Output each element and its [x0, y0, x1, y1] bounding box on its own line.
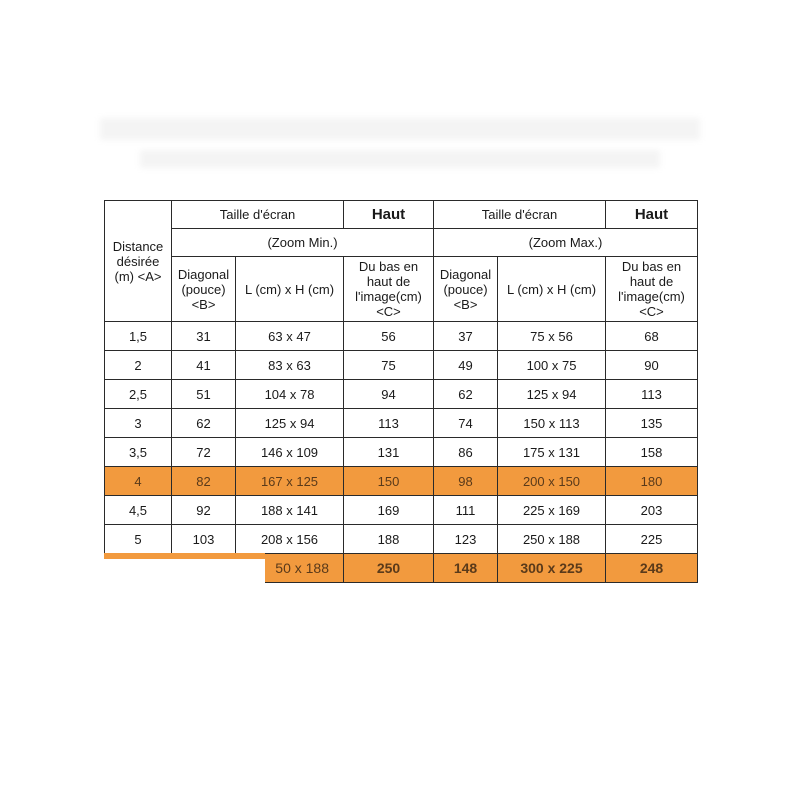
dimensions-header-max: L (cm) x H (cm)	[498, 257, 606, 322]
table-row	[105, 322, 698, 351]
height-max-cell: 248	[606, 554, 698, 583]
table-row-highlighted	[105, 467, 698, 496]
height-min-cell: 169	[344, 496, 434, 525]
height-min-cell: 188	[344, 525, 434, 554]
dimensions-max-cell: 75 x 56	[498, 322, 606, 351]
dimensions-max-cell: 250 x 188	[498, 525, 606, 554]
bottom-to-top-header-max: Du bas en haut de l'image(cm) <C>	[606, 257, 698, 322]
zoom-max-header: (Zoom Max.)	[434, 229, 698, 257]
diagonal-max-cell: 98	[434, 467, 498, 496]
diagonal-header-min: Diagonal (pouce) <B>	[172, 257, 236, 322]
dimensions-max-cell: 150 x 113	[498, 409, 606, 438]
table-row	[105, 525, 698, 554]
dimensions-min-cell: 208 x 156	[236, 525, 344, 554]
cut-off-region	[104, 559, 265, 585]
screen-size-header-max: Taille d'écran	[434, 201, 606, 229]
distance-cell: 5	[105, 525, 172, 554]
height-min-cell: 113	[344, 409, 434, 438]
distance-cell: 3,5	[105, 438, 172, 467]
distance-header: Distance désirée (m) <A>	[105, 201, 172, 322]
distance-cell: 4	[105, 467, 172, 496]
diagonal-max-cell: 123	[434, 525, 498, 554]
diagonal-min-cell: 72	[172, 438, 236, 467]
height-max-cell: 113	[606, 380, 698, 409]
dimensions-min-cell: 167 x 125	[236, 467, 344, 496]
diagonal-max-cell: 111	[434, 496, 498, 525]
dimensions-min-cell: 125 x 94	[236, 409, 344, 438]
screen-size-header-min: Taille d'écran	[172, 201, 344, 229]
distance-cell: 2	[105, 351, 172, 380]
dimensions-max-cell: 100 x 75	[498, 351, 606, 380]
diagonal-max-cell: 37	[434, 322, 498, 351]
zoom-min-header: (Zoom Min.)	[172, 229, 434, 257]
diagonal-min-cell: 31	[172, 322, 236, 351]
diagonal-max-cell: 148	[434, 554, 498, 583]
distance-cell: 4,5	[105, 496, 172, 525]
diagonal-min-cell: 103	[172, 525, 236, 554]
table-row	[105, 380, 698, 409]
diagonal-min-cell: 51	[172, 380, 236, 409]
diagonal-header-max: Diagonal (pouce) <B>	[434, 257, 498, 322]
height-max-cell: 203	[606, 496, 698, 525]
dimensions-min-cell: 146 x 109	[236, 438, 344, 467]
height-max-cell: 68	[606, 322, 698, 351]
dimensions-max-cell: 200 x 150	[498, 467, 606, 496]
height-min-cell: 150	[344, 467, 434, 496]
diagonal-max-cell: 74	[434, 409, 498, 438]
diagonal-min-cell: 62	[172, 409, 236, 438]
dimensions-max-cell: 175 x 131	[498, 438, 606, 467]
table-row	[105, 438, 698, 467]
height-header-min: Haut	[344, 201, 434, 229]
height-header-max: Haut	[606, 201, 698, 229]
faded-background-band	[140, 150, 660, 168]
table-row	[105, 409, 698, 438]
distance-cell: 2,5	[105, 380, 172, 409]
height-max-cell: 158	[606, 438, 698, 467]
diagonal-min-cell: 92	[172, 496, 236, 525]
height-max-cell: 90	[606, 351, 698, 380]
distance-cell: 3	[105, 409, 172, 438]
height-max-cell: 180	[606, 467, 698, 496]
diagonal-max-cell: 62	[434, 380, 498, 409]
height-min-cell: 250	[344, 554, 434, 583]
bottom-to-top-header-min: Du bas en haut de l'image(cm) <C>	[344, 257, 434, 322]
height-min-cell: 94	[344, 380, 434, 409]
dimensions-min-cell: 188 x 141	[236, 496, 344, 525]
dimensions-max-cell: 225 x 169	[498, 496, 606, 525]
diagonal-max-cell: 86	[434, 438, 498, 467]
height-max-cell: 135	[606, 409, 698, 438]
table-row	[105, 351, 698, 380]
projection-distance-table	[104, 200, 698, 583]
diagonal-min-cell: 82	[172, 467, 236, 496]
dimensions-max-cell: 125 x 94	[498, 380, 606, 409]
height-min-cell: 56	[344, 322, 434, 351]
dimensions-min-cell: 83 x 63	[236, 351, 344, 380]
dimensions-min-cell: 63 x 47	[236, 322, 344, 351]
dimensions-header-min: L (cm) x H (cm)	[236, 257, 344, 322]
table-row	[105, 496, 698, 525]
height-max-cell: 225	[606, 525, 698, 554]
distance-cell: 1,5	[105, 322, 172, 351]
faded-background-band	[100, 118, 700, 140]
dimensions-max-cell: 300 x 225	[498, 554, 606, 583]
diagonal-max-cell: 49	[434, 351, 498, 380]
dimensions-min-cell: 50 x 188	[236, 554, 344, 583]
dimensions-min-cell: 104 x 78	[236, 380, 344, 409]
height-min-cell: 75	[344, 351, 434, 380]
diagonal-min-cell: 41	[172, 351, 236, 380]
height-min-cell: 131	[344, 438, 434, 467]
